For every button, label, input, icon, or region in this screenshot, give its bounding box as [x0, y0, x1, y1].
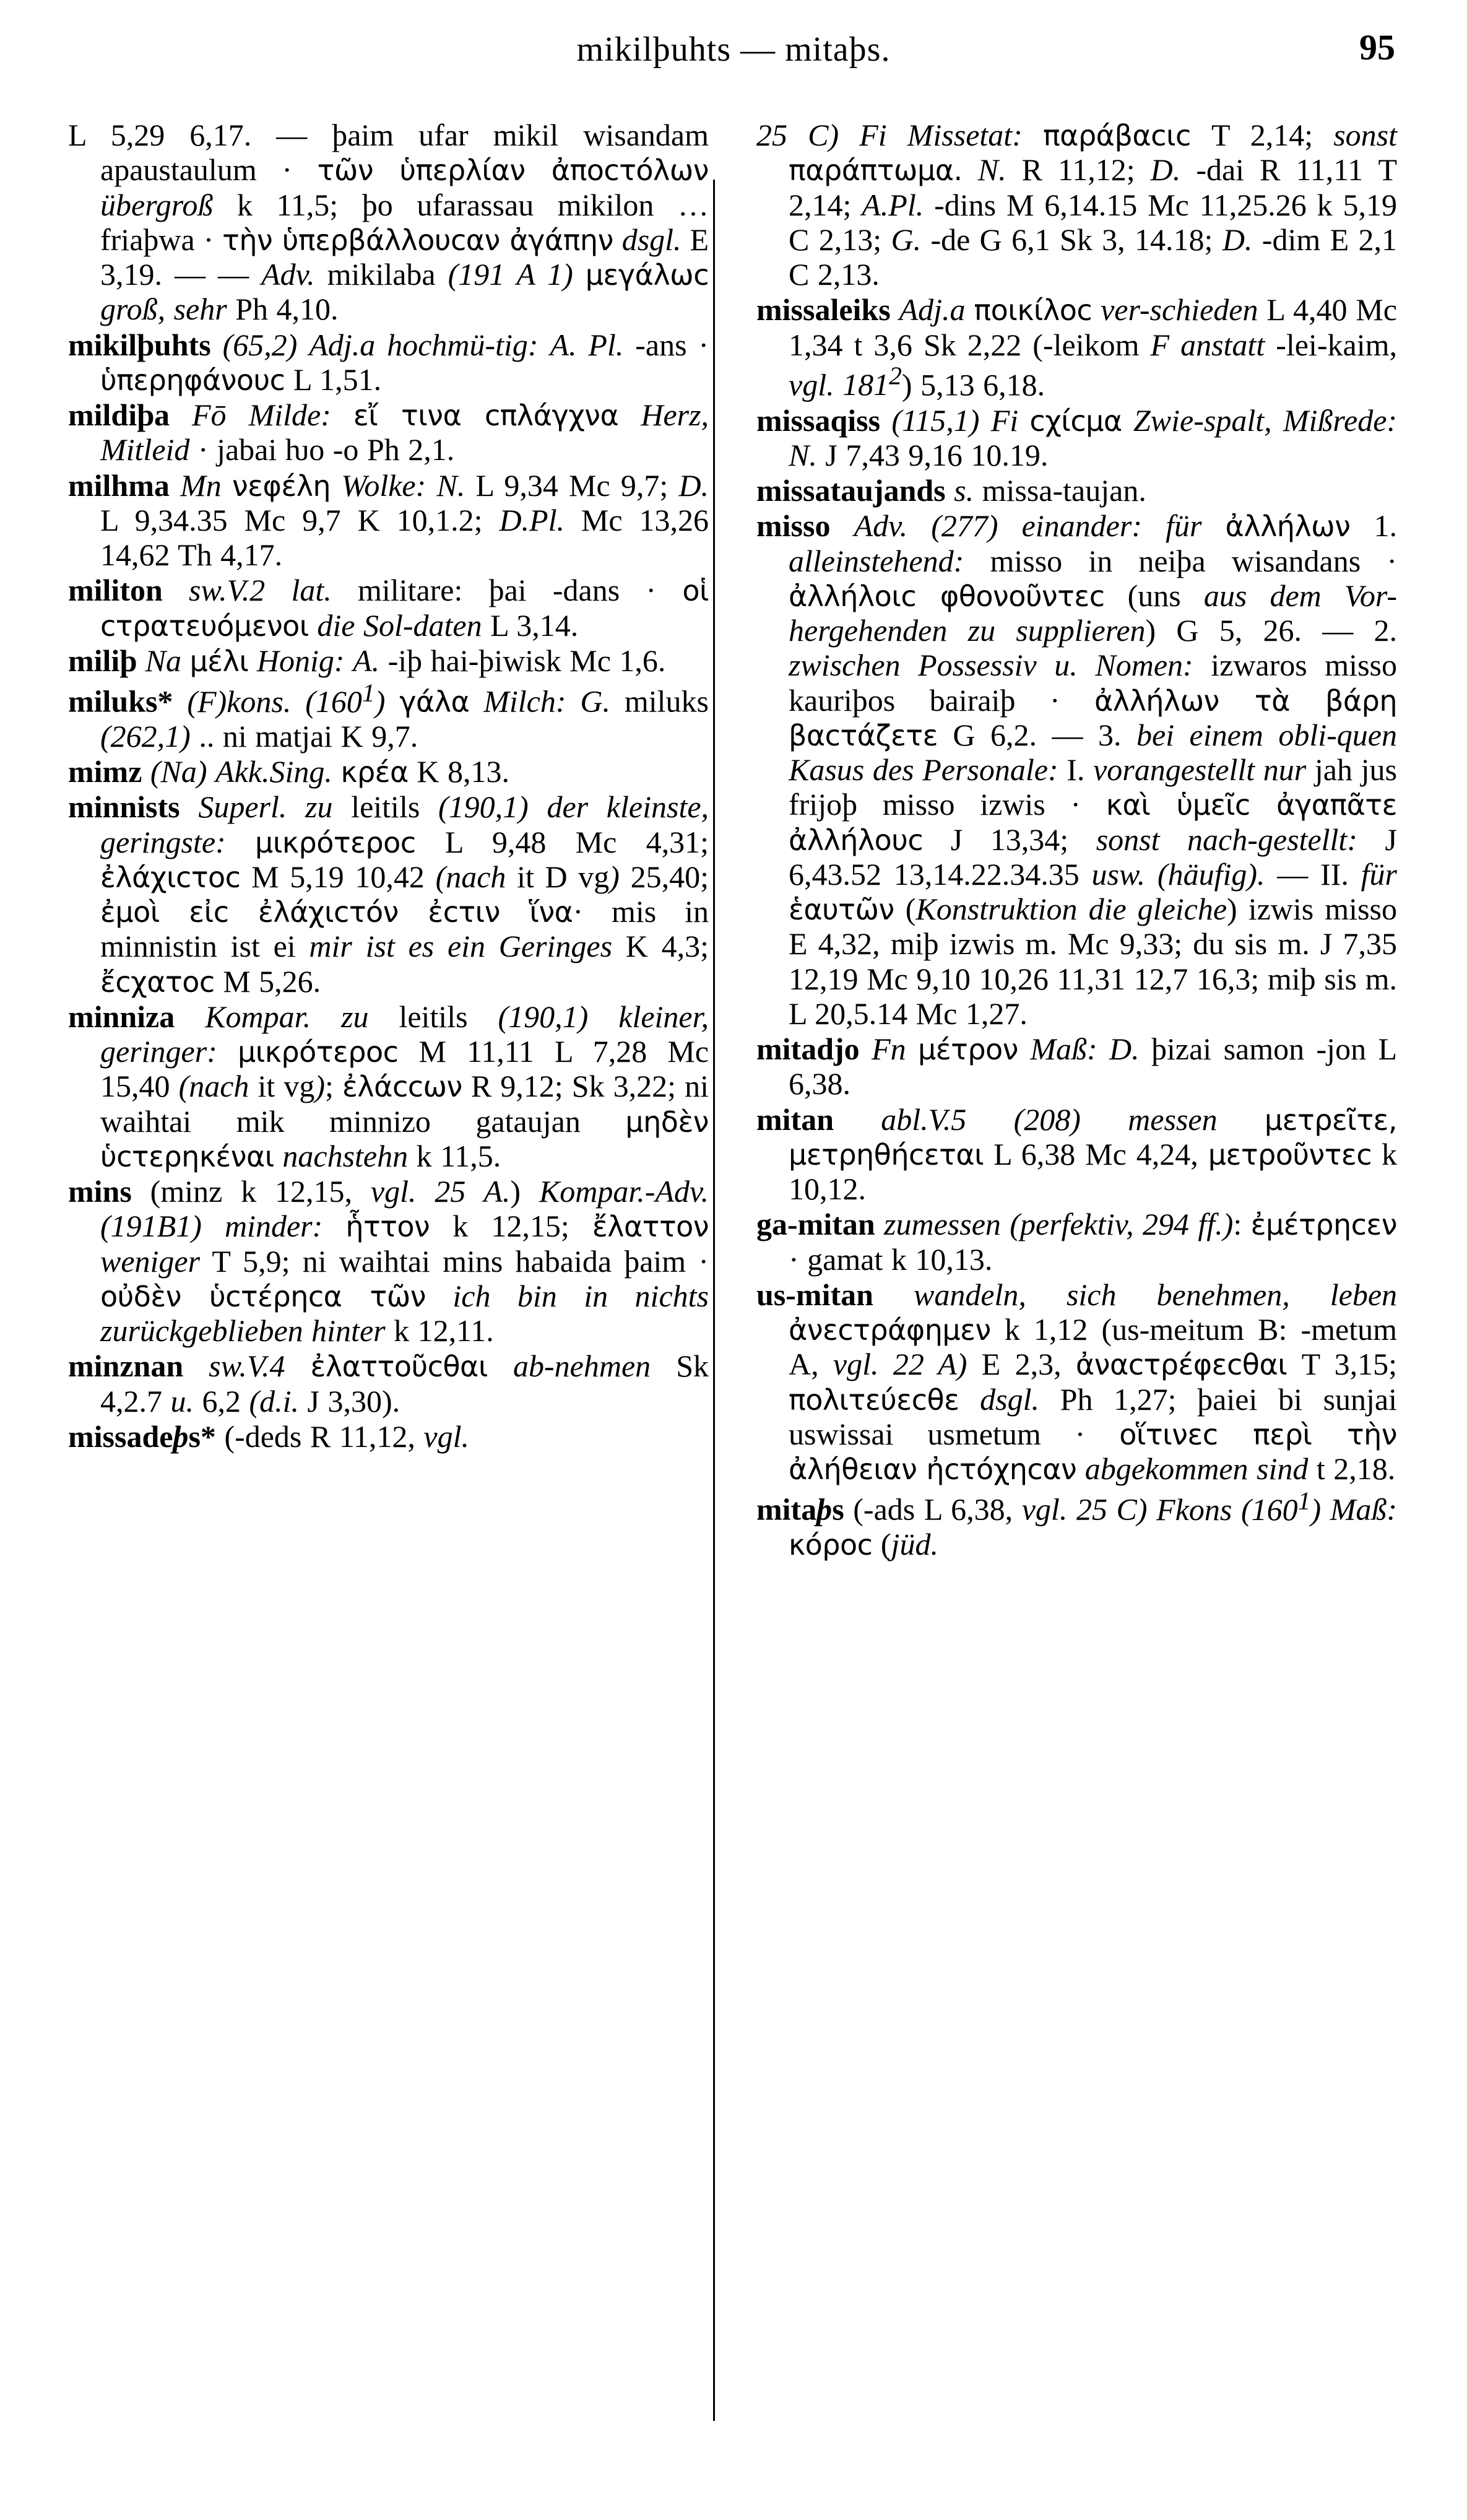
column-right [756, 118, 1397, 2514]
page-title: mikilþuhts — mitaþs. [576, 30, 891, 69]
dictionary-entry: mins (minz k 12,15, vgl. 25 A.) Kompar.-Adv. (191B1) minder: ἧττον k 12,15; ἔλαττον weniger T 5,9; ni waihtai mins habaida þaim · οὐδὲν ὑϲτέρηϲα τῶν ich bin in nichts zurückgeblieben hinter k 12,11. [68, 1174, 709, 1349]
dictionary-entry: mitadjo Fn μέτρον Maß: D. þizai samon -jon L 6,38. [756, 1032, 1398, 1101]
dictionary-entry: mitan abl.V.5 (208) messen μετρεῖτε, μετρηθήϲεται L 6,38 Mc 4,24, μετροῦντεϲ k 10,12. [756, 1101, 1398, 1207]
dictionary-entry: us-mitan wandeln, sich benehmen, leben ἀνεϲτράφημεν k 1,12 (us-meitum B: -metum A, vgl. 22 A) E 2,3, ἀναϲτρέφεϲθαι T 3,15; πολιτεύεϲθε dsgl. Ph 1,27; þaiei bi sunjai uswissai usmetum · οἵτινεϲ περὶ τὴν ἀλήθειαν ἠϲτόχηϲαν abgekommen sind t 2,18. [756, 1277, 1398, 1487]
dictionary-entry: milhma Mn νεφέλη Wolke: N. L 9,34 Mc 9,7; D. L 9,34.35 Mc 9,7 K 10,1.2; D.Pl. Mc 13,26 14,62 Th 4,17. [68, 467, 709, 572]
dictionary-entry: missataujands s. missa-taujan. [756, 473, 1146, 508]
dictionary-entry: missaleiks Adj.a ποικίλοϲ ver-schieden L 4,40 Mc 1,34 t 3,6 Sk 2,22 (-leikom F anstatt -lei-kaim, vgl. $181^2$) 5,13 6,18. [756, 292, 1397, 402]
dictionary-entry: 25 C) Fi Missetat: παράβαϲιϲ T 2,14; sonst παράπτωμα. N. R 11,12; D. -dai R 11,11 T 2,14; A.Pl. -dins M 6,14.15 Mc 11,25.26 k 5,19 C 2,13; G. -de G 6,1 Sk 3, 14.18; D. -dim E 2,1 C 2,13. [756, 118, 1398, 292]
dictionary-entry: misso Adv. (277) einander: für ἀλλήλων 1. alleinstehend: misso in neiþa wisandans · ἀλλήλοιϲ φθονοῦντεϲ (uns aus dem Vor-hergehenden zu supplieren) G 5, 26. — 2. zwischen Possessiv u. Nomen: izwaros misso kauriþos bairaiþ · ἀλλήλων τὰ βάρη βαϲτάζετε G 6,2. — 3. bei einem obli-quen Kasus des Personale: I. vorangestellt nur jah jus frijoþ misso izwis · καὶ ὑμεῖϲ ἀγαπᾶτε ἀλλήλουϲ J 13,34; sonst nach-gestellt: J 6,43.52 13,14.22.34.35 usw. (häufig). — II. für ἑαυτῶν (Konstruktion die gleiche) izwis misso E 4,32, miþ izwis m. Mc 9,33; du sis m. J 7,35 12,19 Mc 9,10 10,26 11,31 12,7 16,3; miþ sis m. L 20,5.14 Mc 1,27. [756, 508, 1398, 1031]
dictionary-entry: mikilþuhts (65,2) Adj.a hochmü-tig: A. Pl. -ans · ὑπερηφάνουϲ L 1,51. [68, 327, 709, 397]
page-number: 95 [1359, 27, 1395, 67]
dictionary-entry: mildiþa Fō Milde: εἴ τινα ϲπλάγχνα Herz, Mitleid · jabai ƕo -o Ph 2,1. [68, 398, 709, 467]
column-divider-rule [713, 180, 715, 2421]
dictionary-entry: missaqiss (115,1) Fi ϲχίϲμα Zwie-spalt, Mißrede: N. J 7,43 9,16 10.19. [756, 402, 1398, 472]
dictionary-entry: minniza Kompar. zu leitils (190,1) kleiner, geringer: μικρότεροϲ M 11,11 L 7,28 Mc 15,40 (nach it vg); ἐλάϲϲων R 9,12; Sk 3,22; ni waihtai mik minnizo gataujan μηδὲν ὑϲτερηκέναι nachstehn k 11,5. [68, 999, 709, 1173]
dictionary-entry: minnists Superl. zu leitils (190,1) der kleinste, geringste: μικρότεροϲ L 9,48 Mc 4,31; ἐλάχιϲτοϲ M 5,19 10,42 (nach it D vg) 25,40; ἐμοὶ εἰϲ ἐλάχιϲτόν ἐϲτιν ἵνα· mis in minnistin ist ei mir ist es ein Geringes K 4,3; ἔϲχατοϲ M 5,26. [68, 789, 709, 999]
dictionary-entry: mitaþs (-ads L 6,38, vgl. 25 C) Fkons $(160^1)$ Maß: κόροϲ (jüd. [756, 1487, 1398, 1562]
dictionary-entry: miluks* (F)kons. $(160^1)$ γάλα Milch: G. miluks (262,1) .. ni matjai K 9,7. [68, 679, 709, 754]
dictionary-entry: missadeþs* (-deds R 11,12, vgl. [68, 1419, 469, 1454]
column-left [68, 118, 709, 2514]
dictionary-entry: miliþ Na μέλι Honig: A. -iþ hai-þiwisk Mc 1,6. [68, 643, 666, 678]
dictionary-entry: ga-mitan zumessen (perfektiv, 294 ff.): ἐμέτρηϲεν · gamat k 10,13. [756, 1207, 1397, 1277]
running-head [0, 27, 1467, 88]
dictionary-entry: L 5,29 6,17. — þaim ufar mikil wisandam apaustaulum · τῶν ὑπερλίαν ἀποϲτόλων übergroß k 11,5; þo ufarassau mikilon … friaþwa · τὴν ὑπερβάλλουϲαν ἀγάπην dsgl. E 3,19. — — Adv. mikilaba (191 A 1) μεγάλωϲ groß, sehr Ph 4,10. [68, 118, 709, 327]
body-columns [0, 118, 1467, 2514]
dictionary-entry: mimz (Na) Akk.Sing. κρέα K 8,13. [68, 754, 509, 789]
dictionary-entry: minznan sw.V.4 ἐλαττοῦϲθαι ab-nehmen Sk 4,2.7 u. 6,2 (d.i. J 3,30). [68, 1349, 709, 1419]
dictionary-entry: militon sw.V.2 lat. militare: þai -dans · οἱ ϲτρατευόμενοι die Sol-daten L 3,14. [68, 573, 709, 643]
